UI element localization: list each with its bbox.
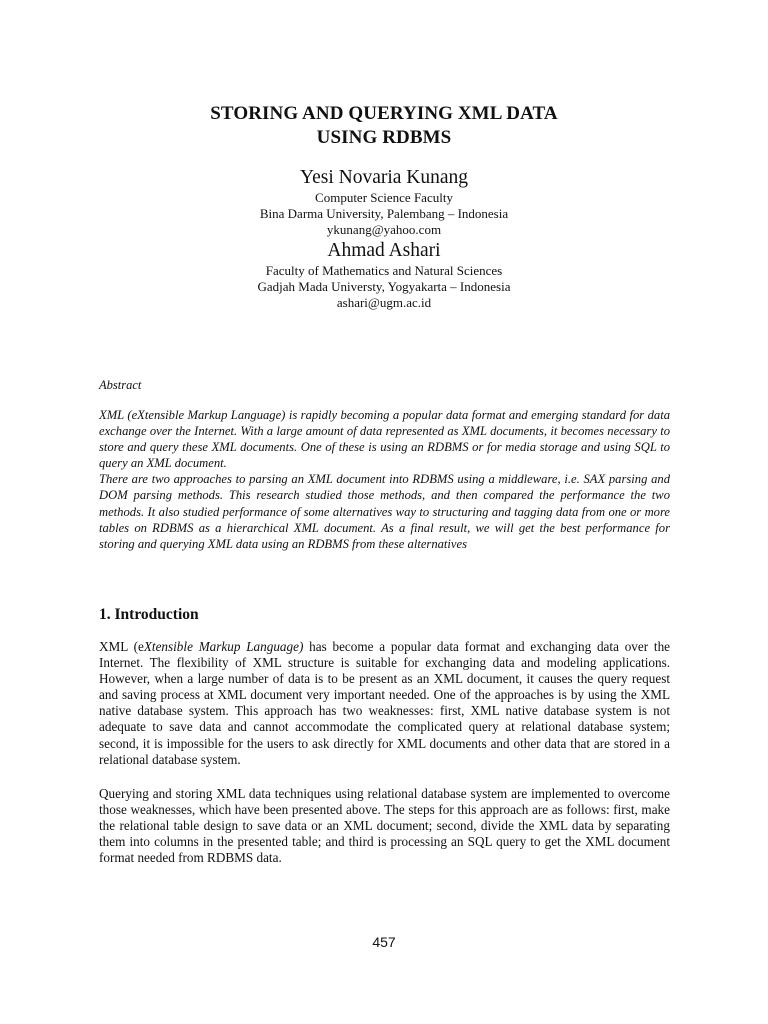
abstract-paragraph-1: XML (eXtensible Markup Language) is rapidly becoming a popular data format and emerging standard for data exchange over the Internet. With a large amount of data represented as XML documents, it becomes necessary to store and query these XML documents. One of these is using an RDBMS or for media storage and using SQL to query an XML document.: [99, 408, 670, 471]
author-1-email: ykunang@yahoo.com: [326, 222, 442, 237]
author-name-1: Yesi Novaria Kunang: [299, 167, 469, 188]
page-number: 457: [372, 934, 396, 950]
author-2-affiliation-line-2: Gadjah Mada Universty, Yogyakarta – Indonesia: [257, 279, 511, 294]
author-1-affiliation-line-1: Computer Science Faculty: [315, 190, 453, 205]
abstract-paragraph-2: There are two approaches to parsing an XML document into RDBMS using a middleware, i.e. SAX parsing and DOM parsing methods. This research studied those methods, and then compared the performance the two methods. It also studied performance of some alternatives way to structuring and tagging data from one or more tables on RDBMS as a hierarchical XML document. As a final result, we will get the best performance for storing and querying XML data using an RDBMS from these alternatives: [99, 472, 670, 551]
introduction-paragraph-1: [99, 639, 670, 768]
abstract-body: [99, 407, 670, 552]
para1-lead-text: XML (e: [99, 639, 144, 654]
introduction-paragraph-2: Querying and storing XML data techniques using relational database system are implemented to overcome those weaknesses, which have been presented above. The steps for this approach are as follows: first, make the relational table design to save data or an XML document; second, divide the XML data by separating them into columns in the presented table; and third is processing an SQL query to get the XML document format needed from RDBMS data.: [99, 786, 670, 866]
paper-title-line-1: STORING AND QUERYING XML DATA: [210, 103, 558, 124]
paper-title-line-2: USING RDBMS: [316, 127, 452, 148]
author-2-affiliation-line-1: Faculty of Mathematics and Natural Sciences: [265, 263, 503, 278]
abstract-label: Abstract: [99, 378, 142, 392]
section-heading-introduction: 1. Introduction: [99, 606, 199, 623]
author-name-2: Ahmad Ashari: [327, 240, 441, 261]
para1-italic-text: Xtensible Markup Language): [143, 639, 304, 654]
author-2-email: ashari@ugm.ac.id: [336, 295, 432, 310]
author-1-affiliation-line-2: Bina Darma University, Palembang – Indonesia: [259, 206, 509, 221]
para1-rest-text: has become a popular data format and exchanging data over the Internet. The flexibility of XML structure is suitable for exchanging data and modeling applications. However, when a large number of data is to be present as an XML document, it causes the query request and saving process at XML document very important needed. One of the approaches is by using the XML native database system. This approach has two weaknesses: first, XML native database system is not adequate to save data and cannot accommodate the complicated query at relational database system; second, it is impossible for the users to ask directly for XML documents and other data that are stored in a relational database system.: [99, 639, 671, 767]
